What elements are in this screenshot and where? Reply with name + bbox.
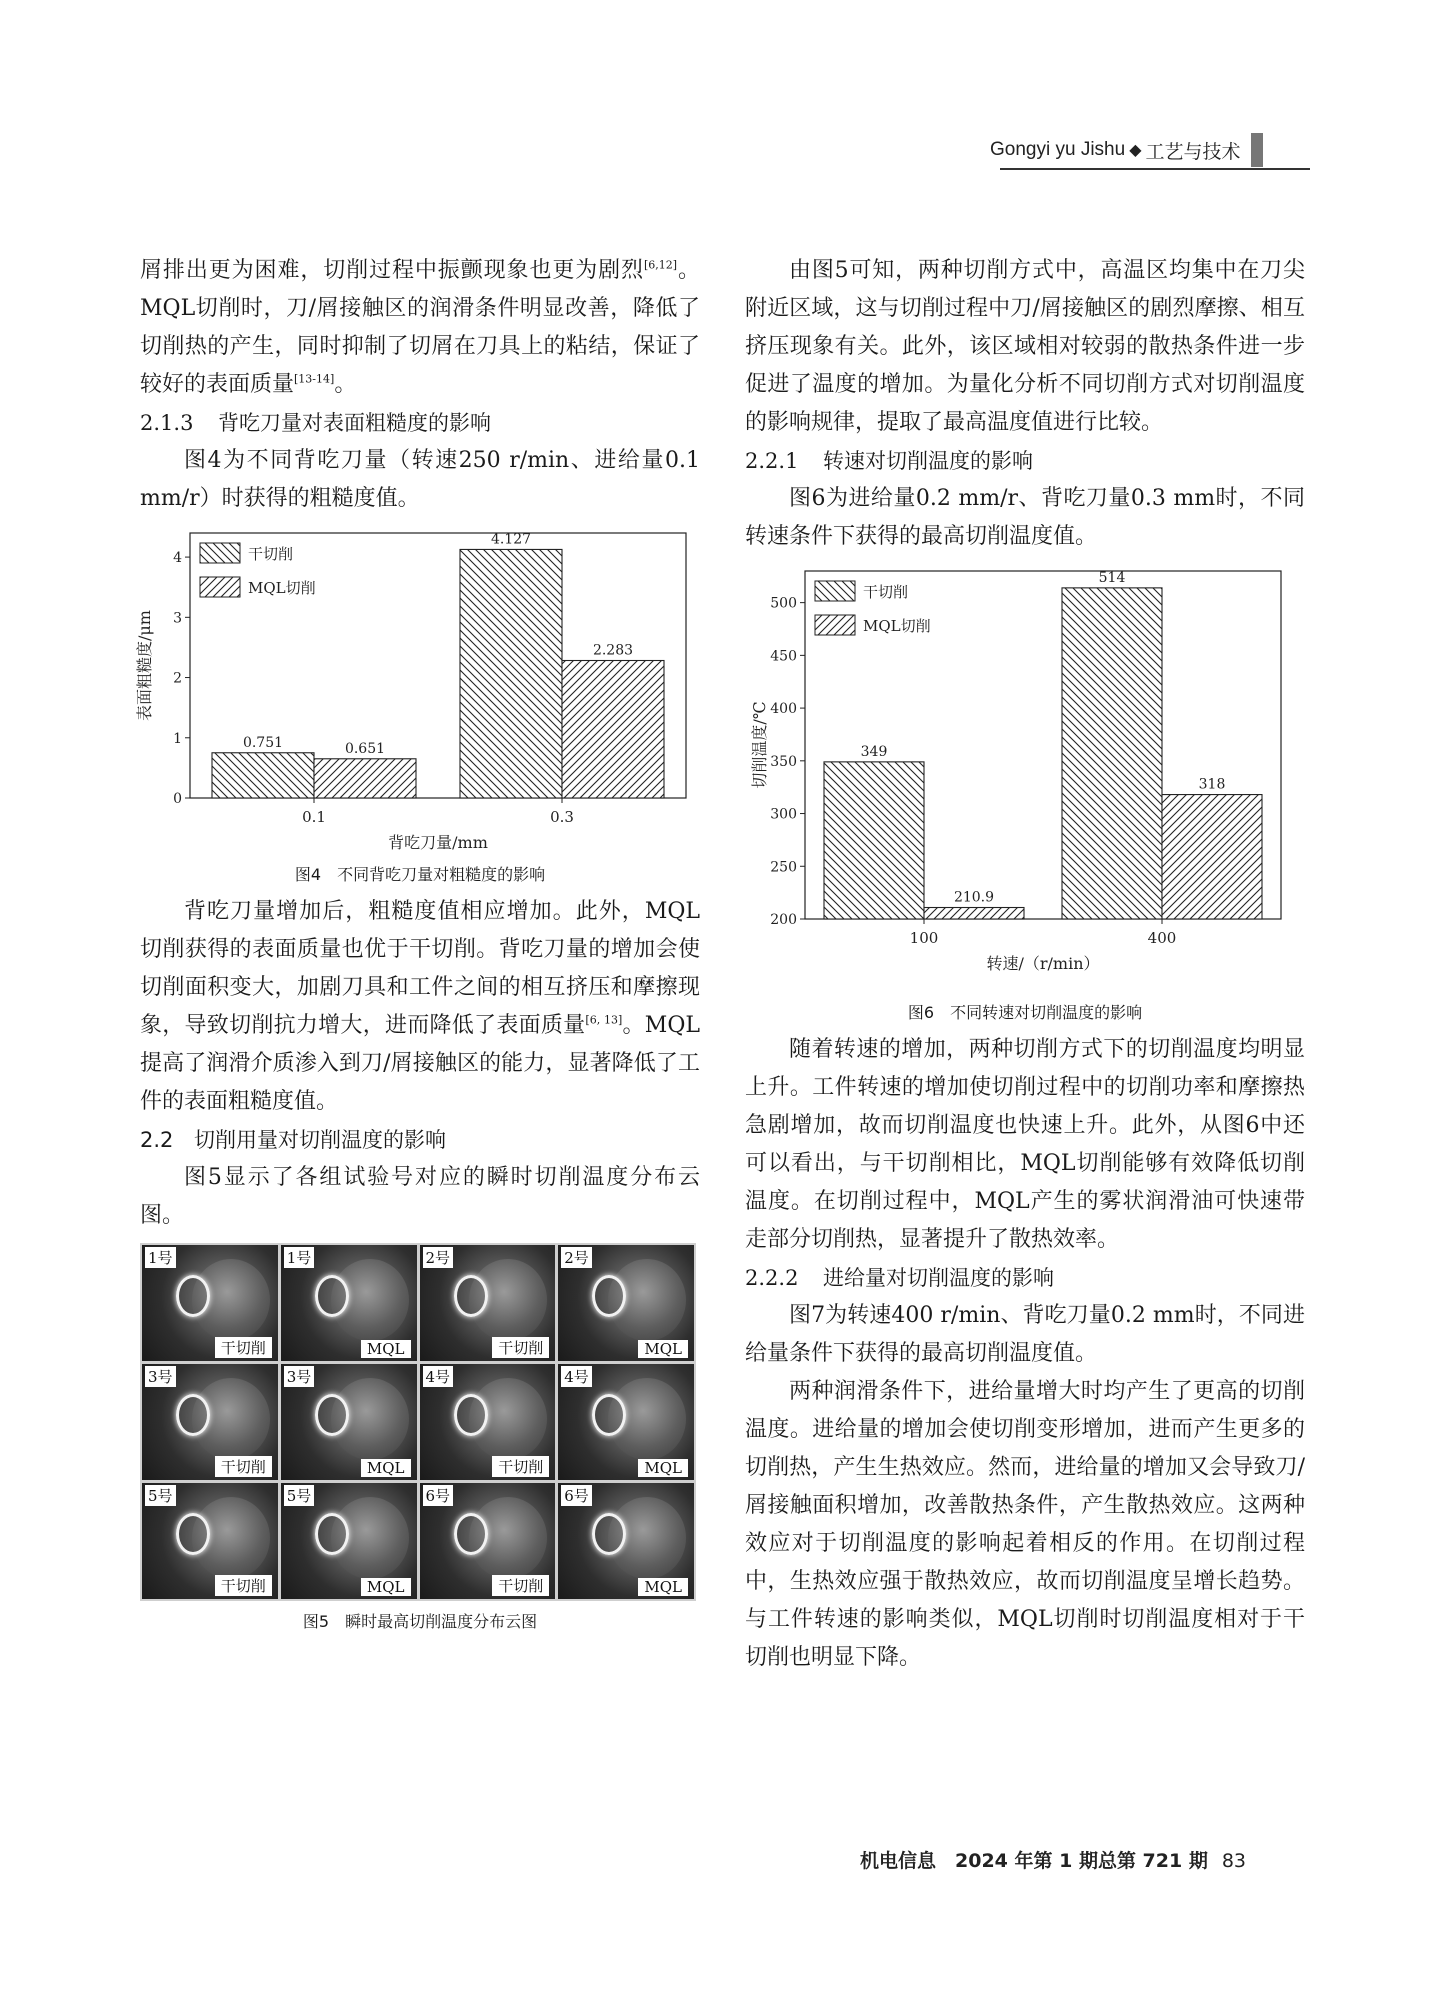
- y-tick-label: 500: [770, 595, 797, 612]
- thermal-image-cell: [142, 1245, 278, 1361]
- y-tick-label: 1: [173, 730, 182, 747]
- right-paragraph-5: 两种润滑条件下，进给量增大时均产生了更高的切削温度。进给量的增加会使切削变形增加，进而产生更多的切削热，产生生热效应。然而，进给量的增加又会导致刀/屑接触面积增加，改善散热条件，产生散热效应。这两种效应对于切削温度的影响起着相反的作用。在切削过程中，生热效应强于散热效应，故而切削温度呈增长趋势。与工件转速的影响类似，MQL切削时切削温度相对于干切削也明显下降。: [745, 1379, 1305, 1670]
- bar-mql: [1162, 795, 1262, 919]
- figure-5-caption: 图5 瞬时最高切削温度分布云图: [302, 1612, 538, 1631]
- y-tick-label: 3: [173, 610, 182, 627]
- bar-mql: [562, 661, 664, 798]
- figure-4-caption: 图4 不同背吃刀量对粗糙度的影响: [294, 865, 546, 884]
- chip-shape: [176, 1275, 210, 1317]
- condition-label: MQL: [361, 1578, 411, 1596]
- legend-label: MQL切削: [863, 617, 931, 635]
- y-axis-label: 切削温度/℃: [750, 701, 769, 789]
- chip-shape: [315, 1394, 349, 1436]
- x-tick-label: 0.3: [550, 808, 574, 826]
- y-tick-label: 2: [173, 670, 182, 687]
- data-label: 318: [1198, 776, 1226, 793]
- y-tick-label: 250: [770, 859, 797, 876]
- legend-label: 干切削: [248, 545, 294, 563]
- thermal-image-cell: [558, 1483, 694, 1599]
- condition-label: 干切削: [215, 1456, 272, 1477]
- thermal-image-cell: [281, 1245, 417, 1361]
- section-heading-2-2: 2.2 切削用量对切削温度的影响: [140, 1128, 446, 1152]
- test-number-label: 2号: [561, 1247, 592, 1268]
- left-paragraph-4: 图5显示了各组试验号对应的瞬时切削温度分布云图。: [140, 1165, 700, 1228]
- condition-label: MQL: [638, 1340, 688, 1358]
- right-paragraph-3: 随着转速的增加，两种切削方式下的切削温度均明显上升。工件转速的增加使切削过程中的切削功率和摩擦热急剧增加，故而切削温度也快速上升。此外，从图6中还可以看出，与干切削相比，MQL切削能够有效降低切削温度。在切削过程中，MQL产生的雾状润滑油可快速带走部分切削热，显著提升了散热效率。: [745, 1037, 1305, 1252]
- test-number-label: 1号: [284, 1247, 315, 1268]
- page-number: 83: [1221, 1850, 1247, 1872]
- test-number-label: 4号: [423, 1366, 454, 1387]
- thermal-image-cell: [142, 1483, 278, 1599]
- y-tick-label: 300: [770, 806, 797, 823]
- test-number-label: 6号: [423, 1485, 454, 1506]
- condition-label: 干切削: [492, 1456, 549, 1477]
- condition-label: 干切削: [215, 1337, 272, 1358]
- data-label: 210.9: [953, 889, 995, 906]
- thermal-image-cell: [142, 1364, 278, 1480]
- y-tick-label: 400: [770, 701, 797, 718]
- y-tick-label: 200: [770, 912, 797, 928]
- thermal-image-cell: [558, 1245, 694, 1361]
- chip-shape: [454, 1275, 488, 1317]
- condition-label: 干切削: [492, 1337, 549, 1358]
- bar-mql: [924, 908, 1024, 919]
- right-paragraph-1: 由图5可知，两种切削方式中，高温区均集中在刀尖附近区域，这与切削过程中刀/屑接触区的剧烈摩擦、相互挤压现象有关。此外，该区域相对较弱的散热条件进一步促进了温度的增加。为量化分析不同切削方式对切削温度的影响规律，提取了最高温度值进行比较。: [745, 258, 1305, 435]
- bar-dry: [460, 549, 562, 798]
- left-paragraph-3: 背吃刀量增加后，粗糙度值相应增加。此外，MQL切削获得的表面质量也优于干切削。背吃刀量的增加会使切削面积变大，加剧刀具和工件之间的相互挤压和摩擦现象，导致切削抗力增大，进而降低了表面质量[6, 13]。MQL提高了润滑介质渗入到刀/屑接触区的能力，显著降低了工件的表面粗糙度值。: [140, 899, 700, 1114]
- page-footer: [860, 1846, 1246, 1873]
- y-tick-label: 0: [173, 791, 182, 807]
- x-axis-label: 背吃刀量/mm: [388, 833, 488, 852]
- thermal-image-cell: [281, 1364, 417, 1480]
- y-tick-label: 450: [770, 648, 797, 665]
- journal-info: 机电信息 2024 年第 1 期总第 721 期: [860, 1850, 1208, 1872]
- thermal-image-cell: [281, 1483, 417, 1599]
- header-bar-icon: [1251, 133, 1263, 167]
- data-label: 0.651: [344, 740, 386, 757]
- test-number-label: 5号: [145, 1485, 176, 1506]
- chip-shape: [315, 1513, 349, 1555]
- header-pinyin: Gongyi yu Jishu: [990, 139, 1126, 160]
- condition-label: 干切削: [492, 1575, 549, 1596]
- thermal-image-cell: [420, 1483, 556, 1599]
- diamond-icon: ◆: [1129, 142, 1142, 159]
- legend-label: 干切削: [863, 583, 909, 601]
- test-number-label: 3号: [284, 1366, 315, 1387]
- data-label: 4.127: [490, 531, 532, 548]
- left-paragraph-2: 图4为不同背吃刀量（转速250 r/min、进给量0.1 mm/r）时获得的粗糙度值。: [140, 448, 700, 511]
- right-column: [745, 252, 1305, 1677]
- chip-shape: [592, 1513, 626, 1555]
- condition-label: MQL: [361, 1459, 411, 1477]
- bar-dry: [212, 753, 314, 798]
- data-label: 2.283: [592, 642, 634, 659]
- bar-dry: [1062, 588, 1162, 919]
- chip-shape: [315, 1275, 349, 1317]
- legend-swatch: [815, 615, 855, 635]
- condition-label: MQL: [361, 1340, 411, 1358]
- data-label: 349: [860, 743, 888, 760]
- chip-shape: [176, 1394, 210, 1436]
- bar-mql: [314, 759, 416, 798]
- thermal-image-cell: [558, 1364, 694, 1480]
- legend-swatch: [200, 543, 240, 563]
- left-paragraph-1: 屑排出更为困难，切削过程中振颤现象也更为剧烈[6,12]。MQL切削时，刀/屑接触区的润滑条件明显改善，降低了切削热的产生，同时抑制了切屑在刀具上的粘结，保证了较好的表面质量[13-14]。: [140, 258, 700, 397]
- running-header: [990, 132, 1263, 168]
- x-tick-label: 100: [909, 929, 939, 947]
- x-tick-label: 400: [1147, 929, 1177, 947]
- test-number-label: 3号: [145, 1366, 176, 1387]
- test-number-label: 2号: [423, 1247, 454, 1268]
- bar-dry: [824, 762, 924, 919]
- chip-shape: [454, 1513, 488, 1555]
- section-heading-2-1-3: 2.1.3 背吃刀量对表面粗糙度的影响: [140, 411, 491, 435]
- test-number-label: 5号: [284, 1485, 315, 1506]
- condition-label: MQL: [638, 1459, 688, 1477]
- test-number-label: 1号: [145, 1247, 176, 1268]
- test-number-label: 6号: [561, 1485, 592, 1506]
- y-tick-label: 350: [770, 753, 797, 770]
- data-label: 514: [1098, 569, 1126, 586]
- figure-5-image-grid: [140, 1243, 696, 1601]
- condition-label: MQL: [638, 1578, 688, 1596]
- thermal-image-cell: [420, 1364, 556, 1480]
- y-tick-label: 4: [173, 550, 182, 567]
- x-axis-label: 转速/（r/min）: [986, 954, 1100, 973]
- chip-shape: [176, 1513, 210, 1555]
- test-number-label: 4号: [561, 1366, 592, 1387]
- chip-shape: [454, 1394, 488, 1436]
- thermal-image-cell: [420, 1245, 556, 1361]
- right-paragraph-2: 图6为进给量0.2 mm/r、背吃刀量0.3 mm时，不同转速条件下获得的最高切削温度值。: [745, 486, 1305, 549]
- figure-4-chart: [135, 518, 700, 858]
- legend-label: MQL切削: [248, 579, 316, 597]
- data-label: 0.751: [242, 734, 284, 751]
- header-section: 工艺与技术: [1145, 141, 1241, 163]
- figure-6-chart: [745, 556, 1305, 996]
- header-rule: [1000, 168, 1310, 170]
- legend-swatch: [200, 577, 240, 597]
- condition-label: 干切削: [215, 1575, 272, 1596]
- chip-shape: [592, 1275, 626, 1317]
- section-heading-2-2-2: 2.2.2 进给量对切削温度的影响: [745, 1266, 1054, 1290]
- left-column: [135, 252, 700, 1640]
- x-tick-label: 0.1: [302, 808, 326, 826]
- y-axis-label: 表面粗糙度/μm: [135, 610, 154, 721]
- figure-6-caption: 图6 不同转速对切削温度的影响: [907, 1003, 1143, 1022]
- right-paragraph-4: 图7为转速400 r/min、背吃刀量0.2 mm时，不同进给量条件下获得的最高切削温度值。: [745, 1303, 1305, 1366]
- chip-shape: [592, 1394, 626, 1436]
- section-heading-2-2-1: 2.2.1 转速对切削温度的影响: [745, 449, 1033, 473]
- legend-swatch: [815, 581, 855, 601]
